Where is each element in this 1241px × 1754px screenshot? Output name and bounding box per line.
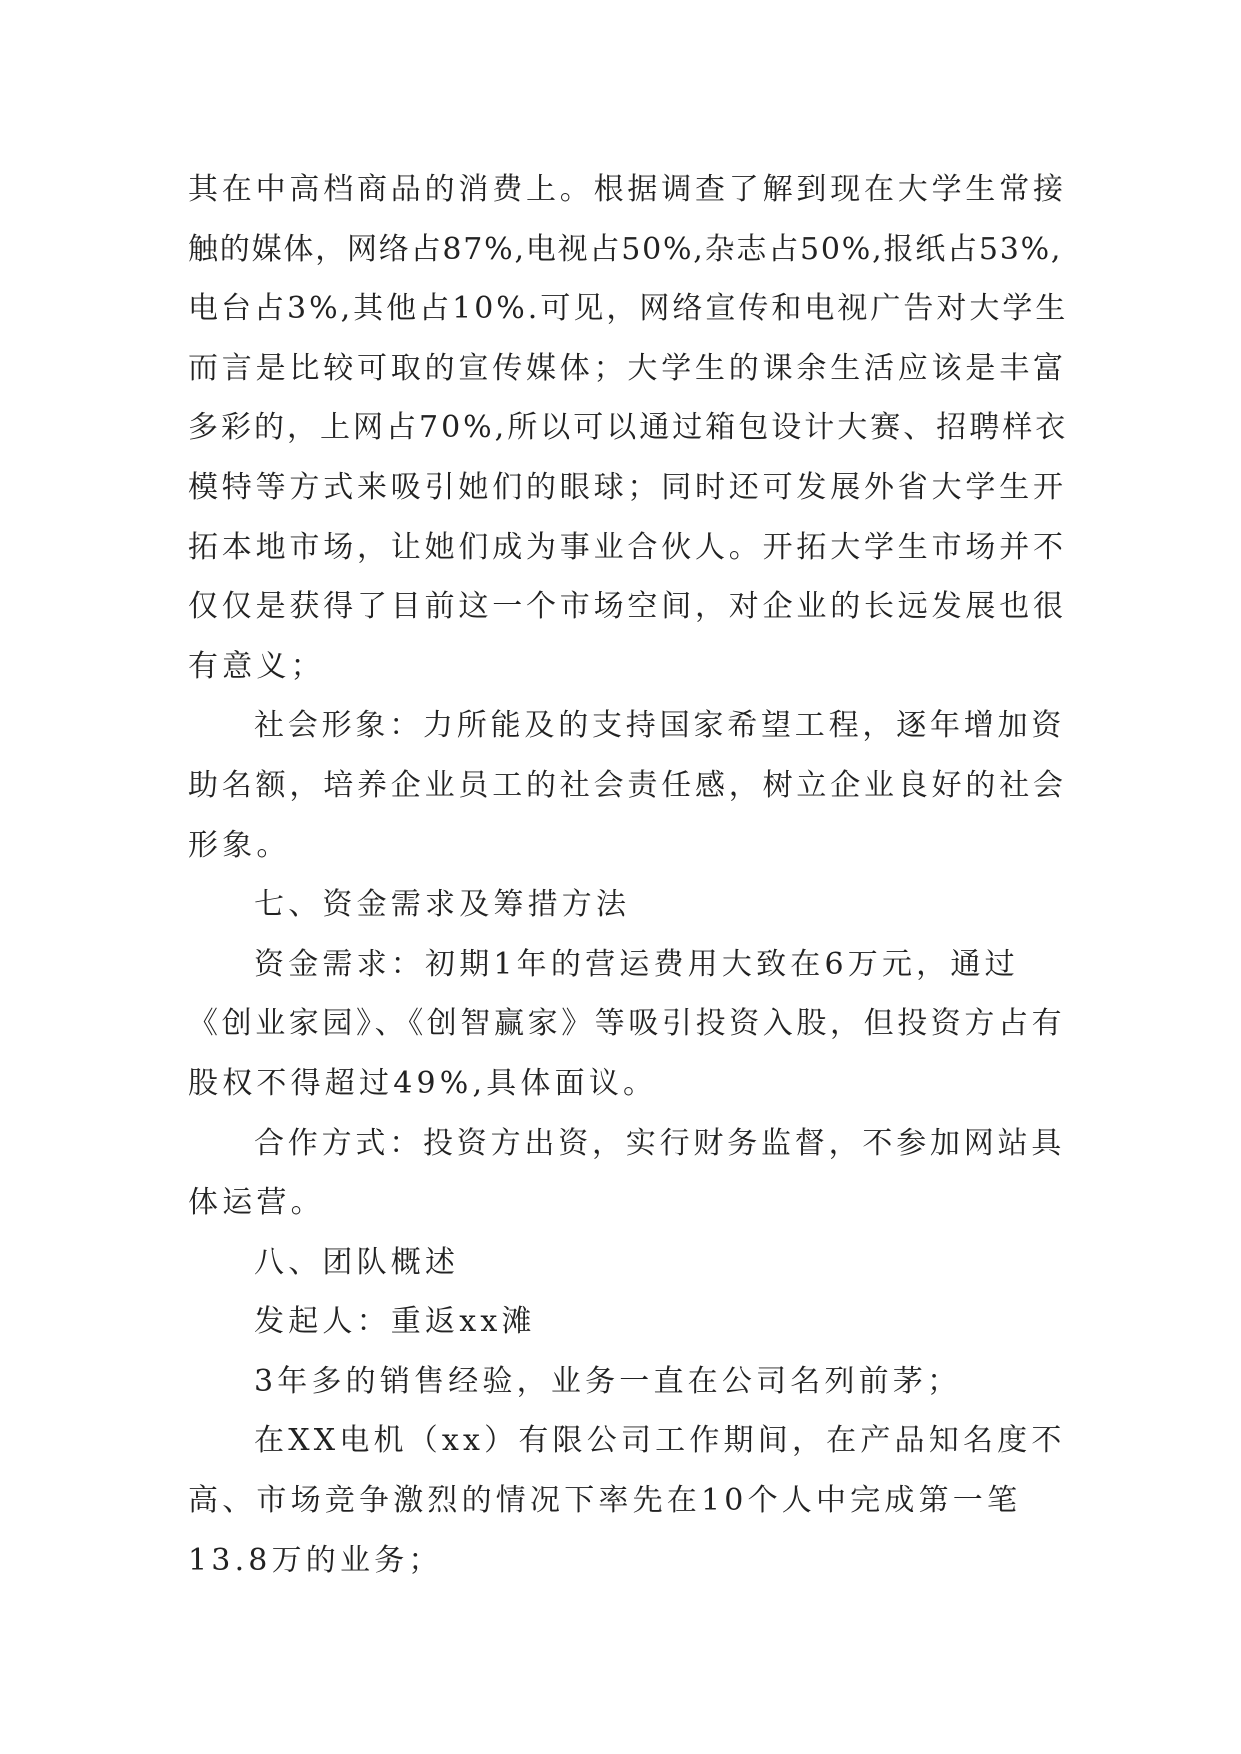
text-line: 高、市场竞争激烈的情况下率先在10个人中完成第一笔 <box>188 1483 1022 1519</box>
text-line: 电台占3%,其他占10%.可见，网络宣传和电视广告对大学生 <box>188 291 1069 327</box>
text-line: 在XX电机（xx）有限公司工作期间，在产品知名度不 <box>254 1423 1066 1459</box>
text-line: 拓本地市场，让她们成为事业合伙人。开拓大学生市场并不 <box>188 529 1067 565</box>
text-line: 七、资金需求及筹措方法 <box>254 887 631 923</box>
text-line: 助名额，培养企业员工的社会责任感，树立企业良好的社会 <box>188 767 1067 803</box>
text-line: 体运营。 <box>188 1185 325 1221</box>
text-line: 其在中高档商品的消费上。根据调查了解到现在大学生常接 <box>188 172 1067 207</box>
text-line: 发起人：重返xx滩 <box>254 1304 536 1340</box>
text-line: 形象。 <box>188 827 291 863</box>
text-line: 3年多的销售经验，业务一直在公司名列前茅； <box>254 1363 962 1399</box>
text-line: 多彩的，上网占70%,所以可以通过箱包设计大赛、招聘样衣 <box>188 410 1069 446</box>
text-line: 《创业家园》、《创智赢家》等吸引投资入股，但投资方占有 <box>188 1006 1066 1042</box>
text-line: 触的媒体，网络占87%,电视占50%,杂志占50%,报纸占53%, <box>188 231 1063 267</box>
text-line: 仅仅是获得了目前这一个市场空间，对企业的长远发展也很 <box>188 589 1067 625</box>
text-line: 合作方式：投资方出资，实行财务监督，不参加网站具 <box>254 1125 1066 1161</box>
text-line: 模特等方式来吸引她们的眼球；同时还可发展外省大学生开 <box>188 469 1067 505</box>
text-line: 而言是比较可取的宣传媒体；大学生的课余生活应该是丰富 <box>188 350 1067 386</box>
text-line: 有意义； <box>188 648 325 684</box>
document-body <box>188 160 1068 1590</box>
text-line: 社会形象：力所能及的支持国家希望工程，逐年增加资 <box>254 708 1066 744</box>
text-line: 13.8万的业务； <box>188 1542 443 1578</box>
text-line: 股权不得超过49%,具体面议。 <box>188 1065 658 1101</box>
text-line: 八、团队概述 <box>254 1244 460 1280</box>
text-line: 资金需求：初期1年的营运费用大致在6万元，通过 <box>254 946 1019 982</box>
